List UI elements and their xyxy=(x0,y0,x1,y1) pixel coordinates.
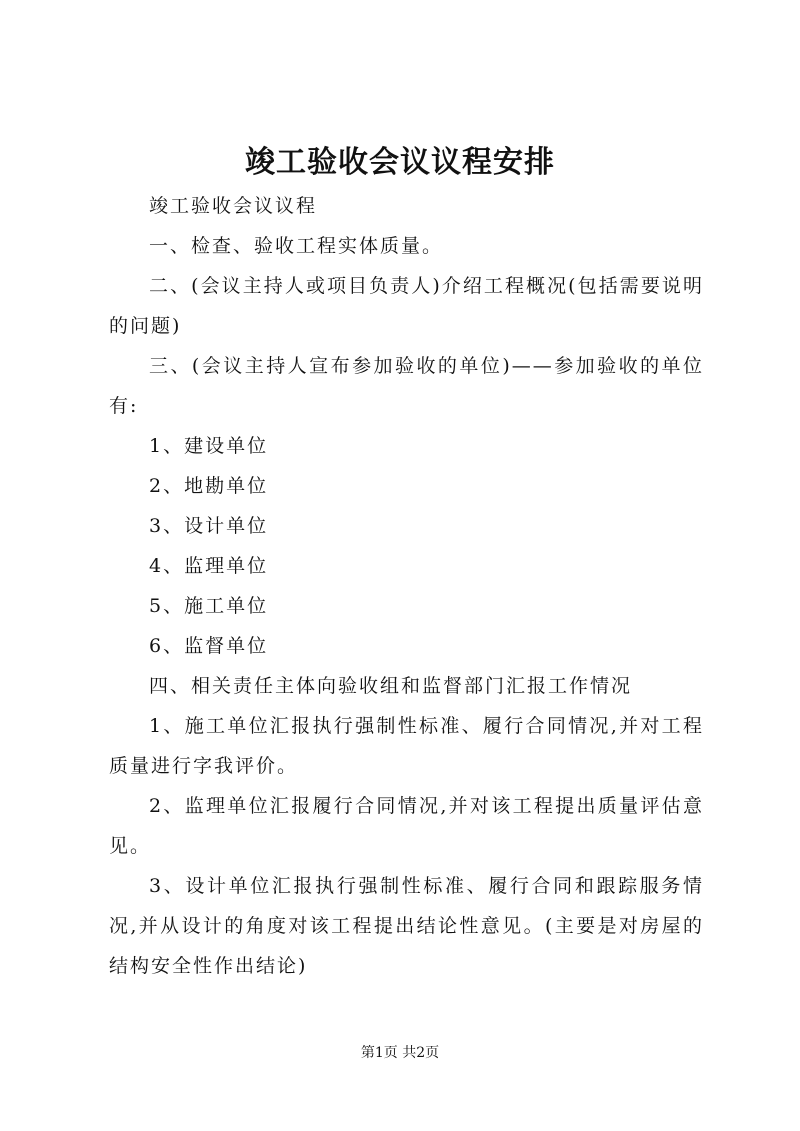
paragraph-item-1: 一、检查、验收工程实体质量。 xyxy=(149,235,444,257)
list-item-unit-1: 1、建设单位 xyxy=(149,435,269,457)
list-item-unit-3: 3、设计单位 xyxy=(149,515,269,537)
paragraph-item-4: 四、相关责任主体向验收组和监督部门汇报工作情况 xyxy=(149,675,633,697)
page-footer: 第1页 共2页 xyxy=(360,1045,440,1061)
list-item-unit-6: 6、监督单位 xyxy=(149,635,269,657)
report-item-2: 2、监理单位汇报履行合同情况,并对该工程提出质量评估意见。 xyxy=(109,795,704,857)
report-item-1: 1、施工单位汇报执行强制性标准、履行合同情况,并对工程质量进行字我评价。 xyxy=(109,715,704,777)
paragraph-agenda-heading: 竣工验收会议议程 xyxy=(149,195,318,217)
list-item-unit-5: 5、施工单位 xyxy=(149,595,269,617)
document-body xyxy=(109,186,704,986)
paragraph-item-2: 二、(会议主持人或项目负责人)介绍工程概况(包括需要说明的问题) xyxy=(109,275,704,337)
document-title: 竣工验收会议议程安排 xyxy=(245,145,555,180)
list-item-unit-2: 2、地勘单位 xyxy=(149,475,269,497)
list-item-unit-4: 4、监理单位 xyxy=(149,555,269,577)
paragraph-item-3: 三、(会议主持人宣布参加验收的单位)——参加验收的单位有: xyxy=(109,355,704,417)
report-item-3: 3、设计单位汇报执行强制性标准、履行合同和跟踪服务情况,并从设计的角度对该工程提出结论性意见。(主要是对房屋的结构安全性作出结论) xyxy=(109,875,704,977)
